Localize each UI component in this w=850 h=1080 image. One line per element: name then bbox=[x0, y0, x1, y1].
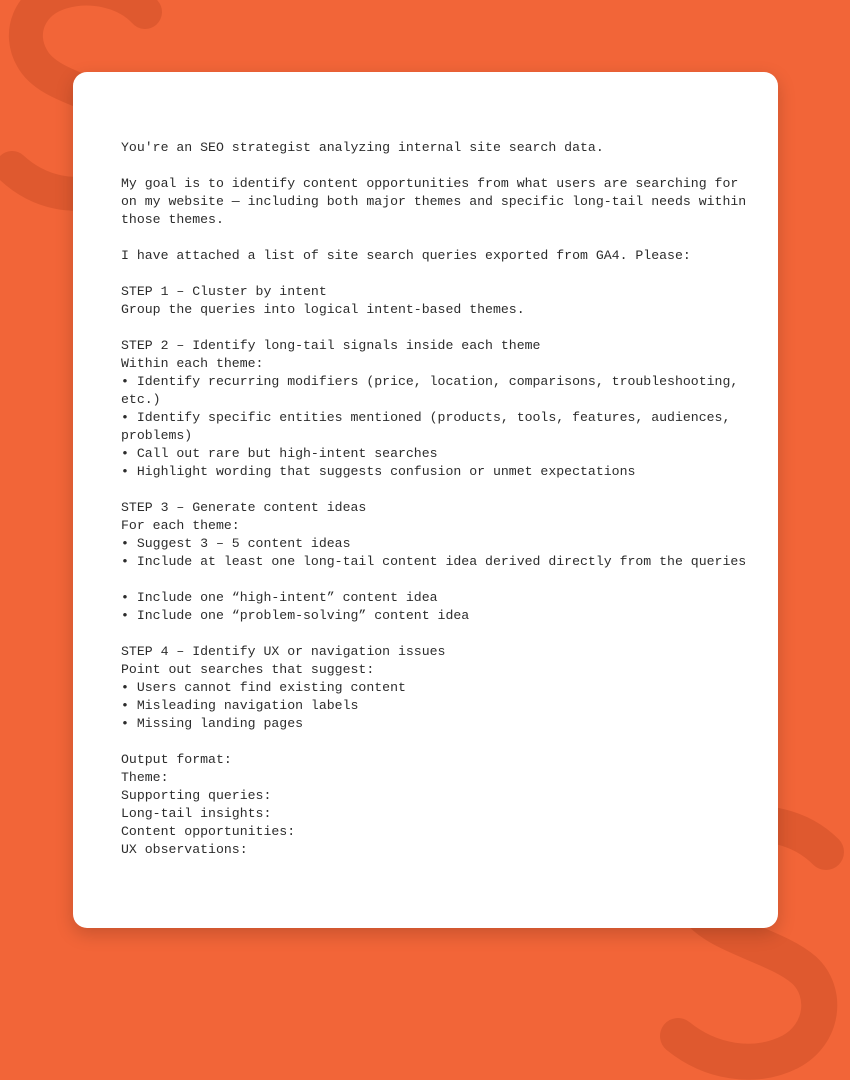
output-field: Long-tail insights: bbox=[121, 806, 272, 821]
step-1-body: Group the queries into logical intent-based themes. bbox=[121, 302, 525, 317]
step-4-title: STEP 4 – Identify UX or navigation issues bbox=[121, 644, 446, 659]
output-field: Theme: bbox=[121, 770, 169, 785]
output-field: UX observations: bbox=[121, 842, 248, 857]
blank-line bbox=[121, 157, 751, 175]
intro-line: You're an SEO strategist analyzing internal site search data. bbox=[121, 140, 604, 155]
step-2-title: STEP 2 – Identify long-tail signals inside each theme bbox=[121, 338, 541, 353]
step-4-bullet: • Missing landing pages bbox=[121, 716, 304, 731]
blank-line bbox=[121, 733, 751, 751]
output-format-title: Output format: bbox=[121, 752, 232, 767]
step-3-bullet: • Include one “problem-solving” content idea bbox=[121, 608, 470, 623]
step-4-lead: Point out searches that suggest: bbox=[121, 662, 375, 677]
output-field: Supporting queries: bbox=[121, 788, 272, 803]
output-field: Content opportunities: bbox=[121, 824, 296, 839]
step-4-bullet: • Misleading navigation labels bbox=[121, 698, 359, 713]
step-2-bullet: • Identify recurring modifiers (price, location, comparisons, troubleshooting, etc.) bbox=[121, 374, 747, 407]
prompt-text bbox=[121, 139, 755, 859]
step-2-bullet: • Identify specific entities mentioned (products, tools, features, audiences, problems) bbox=[121, 410, 739, 443]
blank-line bbox=[121, 265, 751, 283]
blank-line bbox=[121, 481, 751, 499]
step-2-bullet: • Highlight wording that suggests confusion or unmet expectations bbox=[121, 464, 636, 479]
step-3-bullet: • Include at least one long-tail content idea derived directly from the queries bbox=[121, 554, 747, 569]
step-3-bullet: • Include one “high-intent” content idea bbox=[121, 590, 438, 605]
step-3-bullet: • Suggest 3 – 5 content ideas bbox=[121, 536, 351, 551]
step-2-bullet: • Call out rare but high-intent searches bbox=[121, 446, 438, 461]
step-3-lead: For each theme: bbox=[121, 518, 240, 533]
blank-line bbox=[121, 229, 751, 247]
blank-line bbox=[121, 625, 751, 643]
step-1-title: STEP 1 – Cluster by intent bbox=[121, 284, 327, 299]
goal-paragraph: My goal is to identify content opportunities from what users are searching for on my website — including both major themes and specific long-tail needs within those themes. bbox=[121, 176, 755, 227]
step-4-bullet: • Users cannot find existing content bbox=[121, 680, 406, 695]
prompt-card bbox=[73, 72, 778, 928]
blank-line bbox=[121, 319, 751, 337]
step-3-title: STEP 3 – Generate content ideas bbox=[121, 500, 367, 515]
attachment-line: I have attached a list of site search queries exported from GA4. Please: bbox=[121, 248, 691, 263]
step-2-lead: Within each theme: bbox=[121, 356, 264, 371]
